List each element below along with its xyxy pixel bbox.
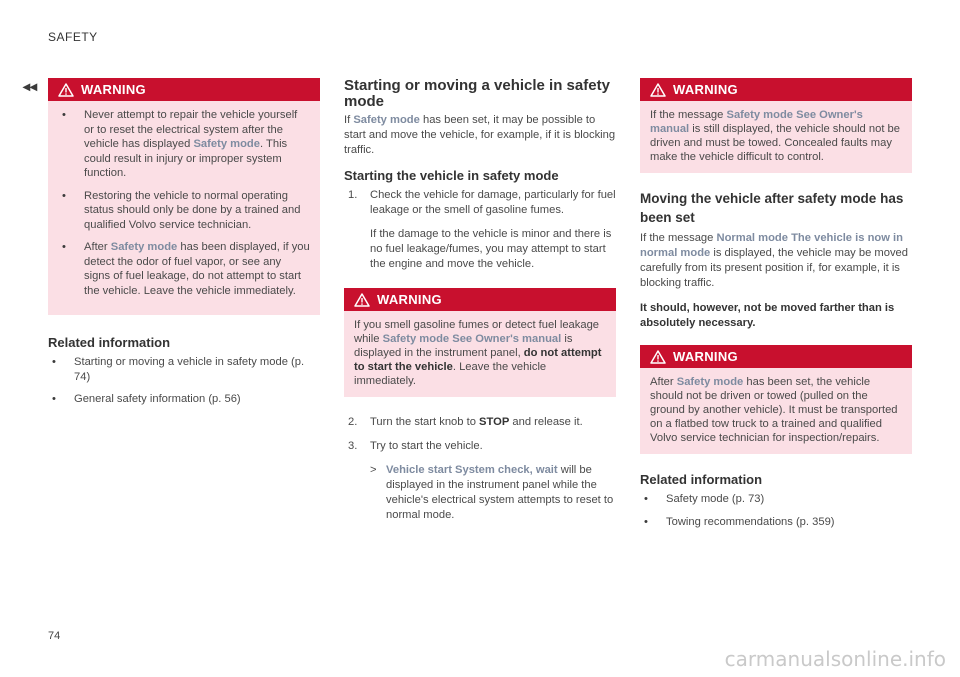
warning-header: [48, 78, 320, 101]
highlight-text: Safety mode: [193, 138, 260, 150]
warning-triangle-icon: [354, 293, 370, 307]
warning-header: [640, 345, 912, 368]
related-link[interactable]: • General safety information (p. 56): [48, 392, 320, 407]
warning-box: [640, 345, 912, 454]
warning-box: [48, 78, 320, 315]
subsection-title: Moving the vehicle after safety mode has been set: [640, 191, 904, 225]
step-1: 1. Check the vehicle for damage, particularly for fuel leakage or the smell of gasoline fumes.: [348, 189, 616, 216]
step-2: 2. Turn the start knob to STOP and release it.: [348, 416, 583, 428]
highlight-text: Safety mode See Owner's manual: [650, 109, 863, 135]
step-1-note: If the damage to the vehicle is minor and there is no fuel leakage/fumes, you may attempt to start the engine and move the vehicle.: [370, 228, 612, 270]
move-paragraph: If the message Normal mode The vehicle is now in normal mode is displayed, the vehicle may be moved carefully from its present position if, for example, it is blocking traffic.: [640, 232, 908, 289]
warning-title: WARNING: [673, 82, 738, 97]
warning-title: WARNING: [673, 349, 738, 364]
watermark: carmanualsonline.info: [724, 647, 946, 671]
section-header: SAFETY: [48, 30, 98, 44]
related-information-heading: Related information: [48, 335, 171, 350]
warning-body: [48, 101, 320, 315]
warning-body: If you smell gasoline fumes or detect fuel leakage while Safety mode See Owner's manual is displayed in the instrument panel, do not attempt to start the vehicle. Leave the vehicle immediately.: [354, 319, 602, 387]
warning-header: [344, 288, 616, 311]
warning-triangle-icon: [650, 350, 666, 364]
highlight-text: Safety mode: [353, 114, 420, 126]
bold-paragraph: It should, however, not be moved farther than is absolutely necessary.: [640, 302, 895, 329]
bold-instruction: do not attempt to start the vehicle: [354, 347, 602, 373]
related-link[interactable]: • Towing recommendations (p. 359): [640, 515, 912, 530]
page-number: 74: [48, 630, 61, 642]
warning-body: If the message Safety mode See Owner's manual is still displayed, the vehicle should not be driven and must be towed. Concealed faults may make the vehicle difficult to control.: [650, 109, 900, 163]
subsection-title: Starting the vehicle in safety mode: [344, 168, 559, 183]
warning-box: [640, 78, 912, 173]
previous-page-chevron-icon[interactable]: ◂◂: [23, 78, 38, 94]
highlight-text: Vehicle start System check, wait: [386, 464, 558, 476]
step-3-result: > Vehicle start System check, wait will be displayed in the instrument panel while the vehicle's electrical system attempts to reset to normal mode.: [370, 464, 614, 521]
warning-title: WARNING: [81, 82, 146, 97]
highlight-text: Safety mode: [676, 376, 744, 388]
column-middle: [344, 78, 616, 523]
related-link[interactable]: • Safety mode (p. 73): [640, 492, 912, 507]
warning-item: • After Safety mode has been displayed, if you detect the odor of fuel vapor, or see any signs of fuel leakage, do not attempt to start the vehicle. Leave the vehicle immediately.: [58, 240, 310, 298]
column-left: [48, 78, 320, 415]
warning-header: [640, 78, 912, 101]
warning-body: After Safety mode has been set, the vehicle should not be driven or towed (pulled on the ground by another vehicle). It must be transported on a flatbed tow truck to a trained and qualified Volvo service technician for inspection/repairs.: [650, 376, 898, 444]
highlight-text: Normal mode The vehicle is now in normal mode: [640, 232, 904, 259]
related-information-heading: Related information: [640, 472, 763, 487]
highlight-text: Safety mode See Owner's manual: [382, 333, 562, 345]
intro-paragraph: If Safety mode has been set, it may be possible to start and move the vehicle, for example, if it is blocking traffic.: [344, 114, 616, 156]
related-link[interactable]: • Starting or moving a vehicle in safety mode (p. 74): [48, 355, 320, 384]
highlight-text: Safety mode: [110, 241, 178, 253]
warning-item: • Never attempt to repair the vehicle yourself or to reset the electrical system after the vehicle has displayed Safety mode. This could result in injury or improper system function.: [58, 108, 310, 181]
section-title: Starting or moving a vehicle in safety mode: [344, 77, 610, 110]
warning-item: • Restoring the vehicle to normal operating status should only be done by a trained and qualified Volvo service technician.: [58, 189, 310, 233]
step-3: 3. Try to start the vehicle.: [348, 440, 483, 452]
warning-triangle-icon: [58, 83, 74, 97]
stop-label: STOP: [479, 416, 510, 428]
warning-title: WARNING: [377, 292, 442, 307]
column-right: [640, 78, 912, 537]
warning-triangle-icon: [650, 83, 666, 97]
warning-box: [344, 288, 616, 397]
